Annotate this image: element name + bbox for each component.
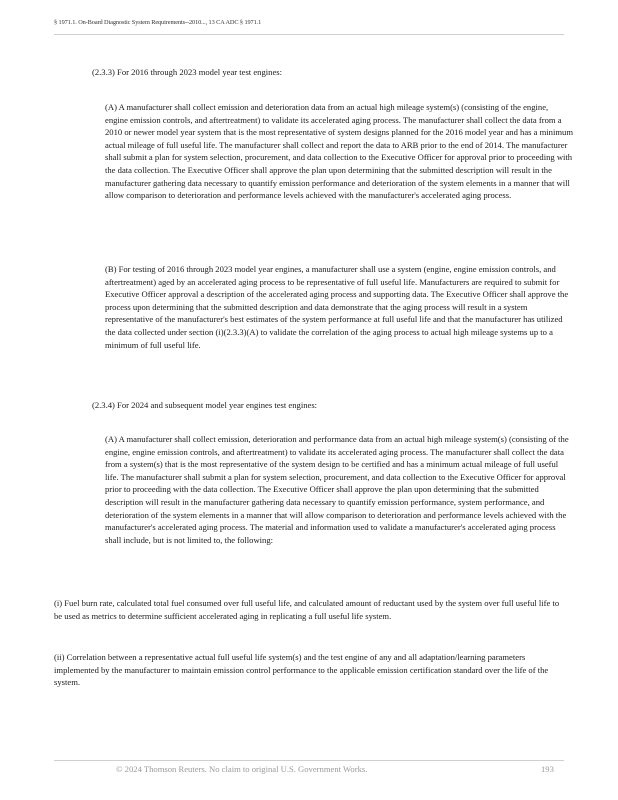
running-header: § 1971.1. On-Board Diagnostic System Requirements--2010..., 13 CA ADC § 1971.1 xyxy=(54,19,262,26)
section-heading-2-3-3: (2.3.3) For 2016 through 2023 model year test engines: xyxy=(92,67,282,77)
header-divider xyxy=(54,34,564,35)
paragraph-2-3-3-b: (B) For testing of 2016 through 2023 model year engines, a manufacturer shall use a system (engine, engine emission controls, and aftertreatment) aged by an accelerated aging process to be representative of full useful life. Manufacturers are required to submit for Executive Officer approval a description of the accelerated aging process and supporting data. The Executive Officer shall approve the process upon determining that the submitted description and data demonstrate that the aging process will result in a system representative of the manufacturer's best estimates of the system performance at full useful life and that the manufacturer has utilized the data collected under section (i)(2.3.3)(A) to validate the correlation of the aging process to actual high mileage systems up to a minimum of full useful life. xyxy=(105,264,569,350)
footer-divider xyxy=(54,760,564,761)
paragraph-i: (i) Fuel burn rate, calculated total fuel consumed over full useful life, and calculated amount of reductant used by the system over full useful life to be used as metrics to determine sufficient accelerated aging in replicating a full useful life system. xyxy=(54,598,560,621)
section-heading-2-3-4: (2.3.4) For 2024 and subsequent model year engines test engines: xyxy=(92,400,318,410)
paragraph-ii: (ii) Correlation between a representative actual full useful life system(s) and the test engine of any and all adaptation/learning parameters implemented by the manufacturer to maintain emission control performance to the applicable emission certification standard over the life of the system. xyxy=(54,652,549,688)
paragraph-2-3-3-a: (A) A manufacturer shall collect emission and deterioration data from an actual high mileage system(s) (consisting of the engine, engine emission controls, and aftertreatment) to validate its accelerated aging process. The manufacturer shall collect the data from a 2010 or newer model year system that is the most representative of system designs planned for the 2016 model year and has a minimum actual mileage of full useful life. The manufacturer shall collect and report the data to ARB prior to the end of 2014. The manufacturer shall submit a plan for system selection, procurement, and data collection to the Executive Officer for approval prior to proceeding with the data collection. The Executive Officer shall approve the plan upon determining that the submitted description will result in the manufacturer gathering data necessary to quantify emission performance and deterioration of the system elements in a manner that will allow comparison to deterioration and performance levels achieved with the manufacturer's accelerated aging process. xyxy=(105,102,574,201)
footer-copyright: © 2024 Thomson Reuters. No claim to original U.S. Government Works. xyxy=(116,764,368,774)
page-number: 193 xyxy=(541,764,554,774)
paragraph-2-3-4-a: (A) A manufacturer shall collect emission, deterioration and performance data from an actual high mileage system(s) (consisting of the engine, engine emission controls, and aftertreatment) to validate its accelerated aging process. The manufacturer shall collect the data from a system(s) that is the most representative of the system design to be certified and has a minimum actual mileage of full useful life. The manufacturer shall submit a plan for system selection, procurement, and data collection to the Executive Officer for approval prior to proceeding with the data collection. The Executive Officer shall approve the plan upon determining that the submitted description will result in the manufacturer gathering data necessary to quantify emission performance, system performance, and deterioration of the system elements in a manner that will allow comparison to deterioration and performance levels achieved with the manufacturer's accelerated aging process. The material and information used to validate a manufacturer's accelerated aging process shall include, but is not limited to, the following: xyxy=(105,434,569,545)
